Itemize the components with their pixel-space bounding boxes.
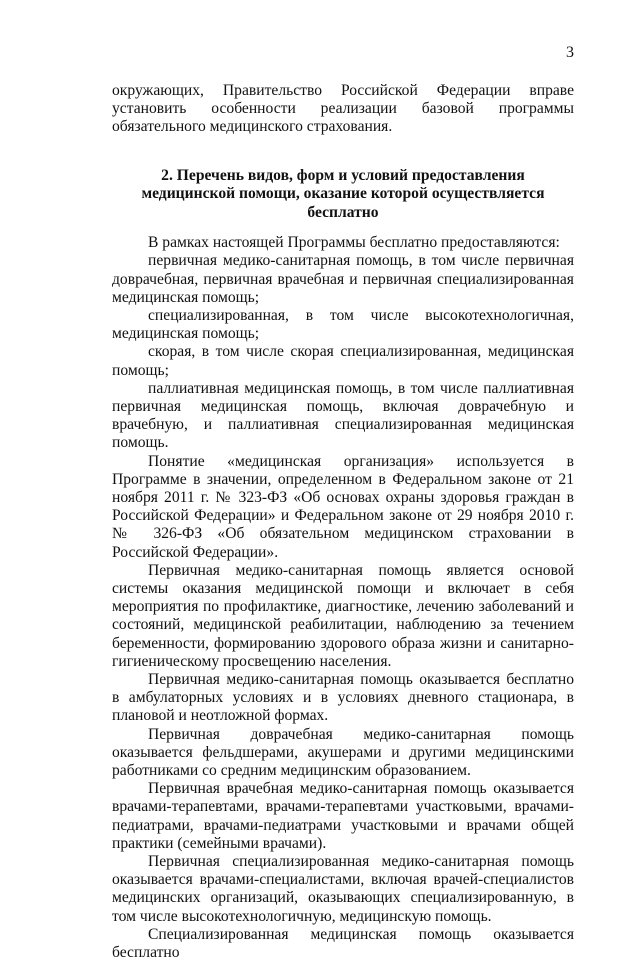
paragraph-medical-organization: Понятие «медицинская организация» используется в Программе в значении, определенном в Федеральном законе от 21 ноября 2011 г. № 323-ФЗ «Об основах охраны здоровья граждан в Российской Федерации» и Федеральном законе от 29 ноября 2010 г. № 326-ФЗ «Об обязательном медицинском страховании в Российской Федерации». bbox=[112, 452, 574, 561]
paragraph-intro-list: В рамках настоящей Программы бесплатно предоставляются: bbox=[148, 234, 560, 252]
intro-paragraph: окружающих, Правительство Российской Федерации вправе установить особенности реализации базовой программы обязательного медицинского страхования. bbox=[112, 82, 574, 136]
list-item-emergency-care: скорая, в том числе скорая специализированная, медицинская помощь; bbox=[112, 343, 574, 379]
paragraph-specialist-care: Первичная специализированная медико-санитарная помощь оказывается врачами-специалистами, включая врачей-специалистов медицинских организаций, оказывающих специализированную, в том числе высокотехнологичную, медицинскую помощь. bbox=[112, 853, 574, 925]
list-item-primary-care: первичная медико-санитарная помощь, в том числе первичная доврачебная, первичная врачебная и первичная специализированная медицинская помощь; bbox=[112, 252, 574, 306]
section-heading: 2. Перечень видов, форм и условий предоставления медицинской помощи, оказание которой осуществляется бесплатно bbox=[141, 166, 545, 221]
paragraph-prephysician-care: Первичная доврачебная медико-санитарная помощь оказывается фельдшерами, акушерами и другими медицинскими работниками со средним медицинским образованием. bbox=[112, 725, 574, 779]
page-number: 3 bbox=[566, 44, 574, 61]
list-item-specialized-care: специализированная, в том числе высокотехнологичная, медицинская помощь; bbox=[112, 306, 574, 343]
list-item-palliative-care: паллиативная медицинская помощь, в том числе паллиативная первичная медицинская помощь, включая доврачебную и врачебную, и паллиативная специализированная медицинская помощь. bbox=[112, 379, 574, 452]
paragraph-primary-free: Первичная медико-санитарная помощь оказывается бесплатно в амбулаторных условиях и в условиях дневного стационара, в плановой и неотложной формах. bbox=[112, 670, 574, 725]
paragraph-specialized-free: Специализированная медицинская помощь оказывается бесплатно bbox=[112, 925, 574, 962]
paragraph-primary-basis: Первичная медико-санитарная помощь является основой системы оказания медицинской помощи и включает в себя мероприятия по профилактике, диагностике, лечению заболеваний и состояний, медицинской реабилитации, наблюдению за течением беременности, формированию здорового образа жизни и санитарно-гигиеническому просвещению населения. bbox=[112, 561, 574, 670]
paragraph-physician-care: Первичная врачебная медико-санитарная помощь оказывается врачами-терапевтами, врачами-терапевтами участковыми, врачами-педиатрами, врачами-педиатрами участковыми и врачами общей практики (семейными врачами). bbox=[112, 780, 574, 852]
document-body bbox=[112, 82, 574, 962]
